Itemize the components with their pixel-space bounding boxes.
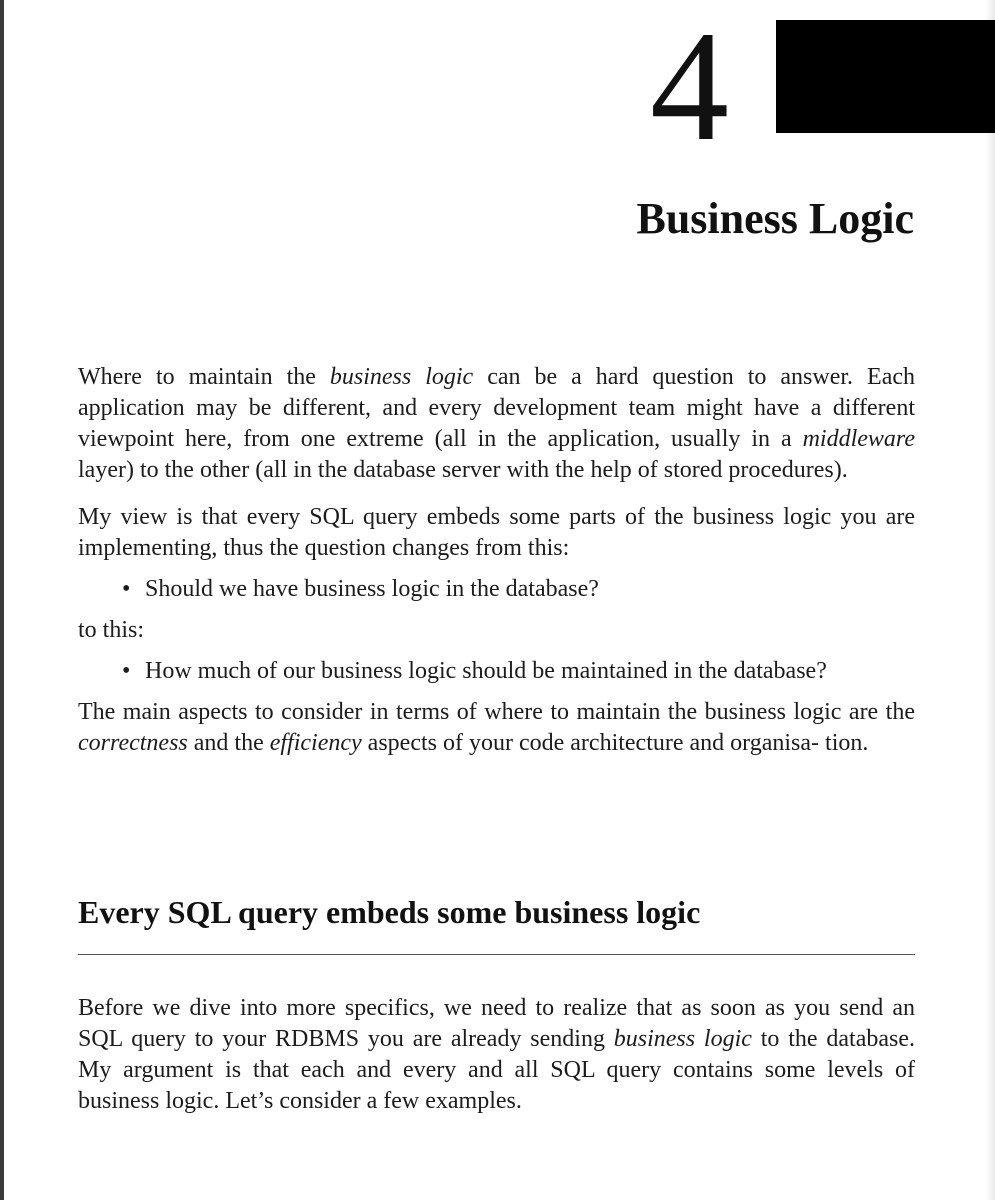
bullet-dot: • [122,658,131,684]
intro-paragraph [78,362,915,486]
section-paragraph [78,993,915,1117]
section-heading: Every SQL query embeds some business logic [78,894,701,930]
bullet-text: How much of our business logic should be maintained in the database? [145,658,827,684]
aspects-emphasis-correctness: correctness [78,730,188,756]
aspects-paragraph-text-e: aspects of your code architecture and organisa- tion. [361,730,869,756]
bullet-text: Should we have business logic in the database? [145,576,599,602]
intro-paragraph-text-a: Where to maintain the [78,364,330,390]
chapter-number: 4 [650,0,729,174]
aspects-paragraph [78,697,915,759]
aspects-emphasis-efficiency: efficiency [269,730,362,756]
bullet-item-question-1 [78,574,915,605]
section-emphasis-business-logic: business logic [613,1026,752,1052]
bullet-item-question-2 [78,656,915,687]
intro-content [78,362,915,759]
chapter-marker-block [776,20,995,133]
page-left-edge [0,0,4,1200]
intro-paragraph-emphasis-business-logic: business logic [329,364,474,390]
intro-paragraph-text-c: can be a hard question to answer. Each application may be different, and every development team might have a different viewpoint here, from one extreme (all in the application, usually in a [78,364,916,452]
intro-paragraph-emphasis-middleware: middleware [802,426,915,452]
page-right-shadow [985,0,995,1200]
bullet-dot: • [122,576,131,602]
section-divider [78,954,915,955]
view-paragraph: My view is that every SQL query embeds some parts of the business logic you are implementing, thus the question changes from this: [78,504,915,561]
intro-paragraph-text-e: layer) to the other (all in the database server with the help of stored procedures). [78,457,848,483]
chapter-title: Business Logic [636,194,914,243]
transition-text: to this: [78,617,145,643]
section-paragraph-text-a: Before we dive into more specifics, we need to realize that as soon as you send an SQL query to your RDBMS you are already sending [78,995,915,1052]
aspects-paragraph-text-c: and the [187,730,270,756]
section-paragraph-text-c: to the database. My argument is that each and every and all SQL query contains some levels of business logic. Let’s consider a few examples. [78,1026,915,1114]
aspects-paragraph-text-a: The main aspects to consider in terms of where to maintain the business logic are the [78,699,915,725]
